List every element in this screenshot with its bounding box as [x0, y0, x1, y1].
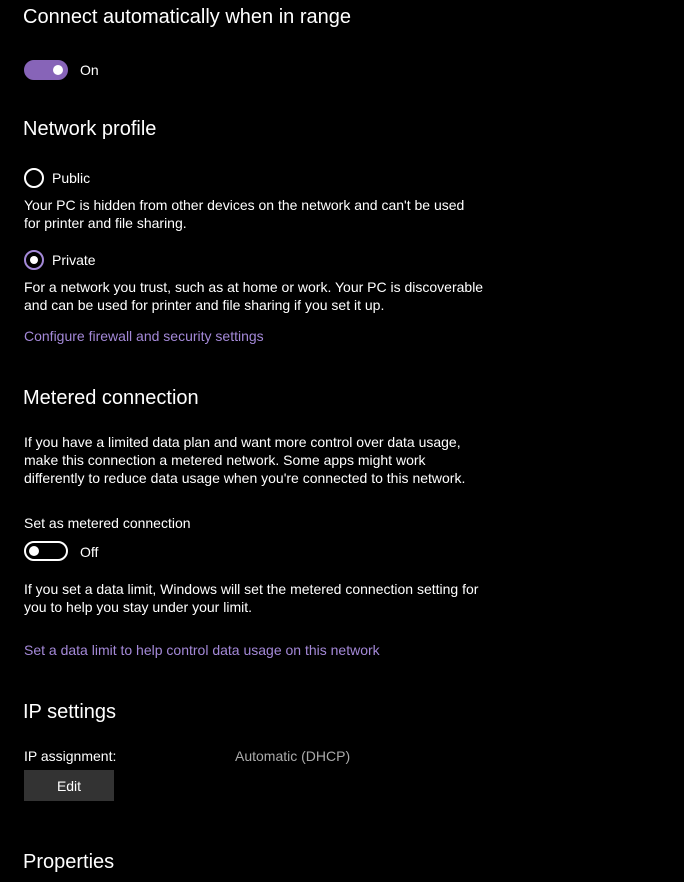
ip-assignment-value: Automatic (DHCP)	[235, 748, 351, 764]
public-radio-label[interactable]: Public	[52, 170, 91, 186]
private-radio-label[interactable]: Private	[52, 252, 96, 268]
toggle-knob	[53, 65, 63, 75]
properties-heading: Properties	[23, 851, 115, 873]
connect-automatically-toggle[interactable]	[24, 60, 68, 80]
configure-firewall-link[interactable]: Configure firewall and security settings	[24, 328, 264, 344]
private-radio[interactable]	[24, 250, 44, 270]
metered-description: If you have a limited data plan and want more control over data usage, make this connection a metered network. Some apps might work differently to reduce data usage when you're connected to this network.	[24, 434, 466, 486]
metered-connection-toggle[interactable]	[24, 541, 68, 561]
private-description: For a network you trust, such as at home or work. Your PC is discoverable and can be used for printer and file sharing if you set it up.	[24, 279, 484, 313]
public-description: Your PC is hidden from other devices on the network and can't be used for printer and file sharing.	[24, 197, 465, 231]
set-data-limit-link[interactable]: Set a data limit to help control data usage on this network	[24, 642, 380, 658]
metered-connection-state: Off	[80, 544, 99, 560]
connect-automatically-heading: Connect automatically when in range	[23, 6, 351, 28]
network-profile-heading: Network profile	[23, 118, 157, 140]
data-limit-note: If you set a data limit, Windows will set the metered connection setting for you to help you stay under your limit.	[24, 581, 479, 615]
toggle-knob	[29, 546, 39, 556]
connect-automatically-state: On	[80, 62, 99, 78]
public-radio[interactable]	[24, 168, 44, 188]
radio-selected-dot	[30, 256, 38, 264]
ip-assignment-label: IP assignment:	[24, 748, 117, 764]
ip-settings-heading: IP settings	[23, 701, 117, 723]
edit-ip-button[interactable]: Edit	[24, 770, 114, 801]
set-metered-label: Set as metered connection	[24, 515, 191, 531]
metered-connection-heading: Metered connection	[23, 387, 199, 409]
